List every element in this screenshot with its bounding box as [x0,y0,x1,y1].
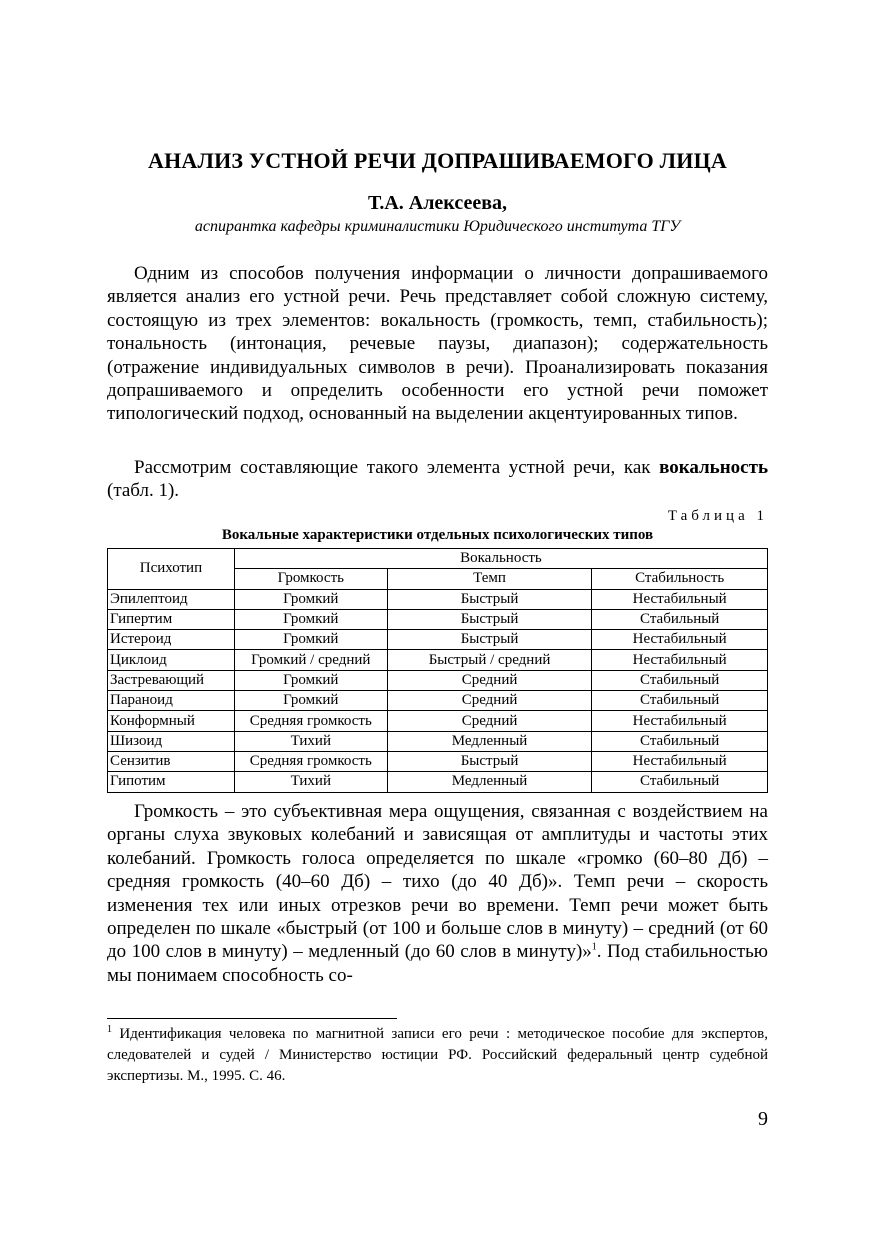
table-label: Таблица 1 [667,508,768,524]
cell-tempo: Быстрый [387,609,592,629]
cell-stability: Стабильный [592,609,768,629]
header-loudness: Громкость [234,569,387,589]
cell-tempo: Быстрый [387,751,592,771]
page-number: 9 [758,1108,768,1130]
cell-psychotype: Параноид [108,691,235,711]
cell-stability: Стабильный [592,670,768,690]
cell-loudness: Тихий [234,772,387,792]
header-tempo: Темп [387,569,592,589]
cell-loudness: Средняя громкость [234,711,387,731]
paragraph-table-ref-end: (табл. 1). [107,480,180,502]
cell-psychotype: Застревающий [108,670,235,690]
cell-tempo: Средний [387,691,592,711]
vocal-characteristics-table [107,548,768,793]
cell-tempo: Быстрый / средний [387,650,592,670]
cell-loudness: Громкий / средний [234,650,387,670]
cell-stability: Нестабильный [592,751,768,771]
cell-psychotype: Гипертим [108,609,235,629]
cell-loudness: Средняя громкость [234,751,387,771]
cell-stability: Нестабильный [592,589,768,609]
table-row [108,670,768,690]
cell-stability: Стабильный [592,731,768,751]
cell-tempo: Быстрый [387,630,592,650]
cell-psychotype: Конформный [108,711,235,731]
header-stability: Стабильность [592,569,768,589]
table-title: Вокальные характеристики отдельных психологических типов [221,527,654,543]
footnote-mark: 1 [107,1024,112,1035]
cell-tempo: Быстрый [387,589,592,609]
cell-psychotype: Эпилептоид [108,589,235,609]
table-row [108,772,768,792]
paragraph-table-ref [107,456,768,503]
cell-tempo: Средний [387,711,592,731]
cell-loudness: Тихий [234,731,387,751]
footnote-text: Идентификация человека по магнитной записи его речи : методическое пособие для экспертов, следователей и судей / Министерство юстиции РФ. Российский федеральный центр судебной экспертизы. М., 1995. С. 46. [107,1026,768,1084]
cell-loudness: Громкий [234,630,387,650]
footnote [107,1024,768,1087]
footnote-reference[interactable]: 1 [591,942,597,954]
article-title: АНАЛИЗ УСТНОЙ РЕЧИ ДОПРАШИВАЕМОГО ЛИЦА [148,148,727,173]
cell-tempo: Медленный [387,772,592,792]
table-row [108,731,768,751]
cell-psychotype: Гипотим [108,772,235,792]
header-psychotype: Психотип [108,549,235,590]
cell-psychotype: Истероид [108,630,235,650]
table-row [108,650,768,670]
cell-tempo: Средний [387,670,592,690]
table-row [108,751,768,771]
paragraph-table-ref-start: Рассмотрим составляющие такого элемента устной речи, как [134,457,660,478]
footnote-divider [107,1018,397,1019]
table-row [108,609,768,629]
cell-loudness: Громкий [234,589,387,609]
cell-loudness: Громкий [234,691,387,711]
cell-stability: Нестабильный [592,711,768,731]
author-name: Т.А. Алексеева, [367,192,508,214]
table-row [108,630,768,650]
table-header-row [108,549,768,569]
author-affiliation: аспирантка кафедры криминалистики Юридического института ТГУ [194,218,681,235]
paragraph-table-ref-bold: вокальность [659,457,768,478]
cell-stability: Стабильный [592,691,768,711]
paragraph-loudness-tempo-end: . Под стабильностью мы понимаем способность со- [107,941,768,986]
cell-loudness: Громкий [234,670,387,690]
header-vocality: Вокальность [234,549,767,569]
cell-loudness: Громкий [234,609,387,629]
table-row [108,589,768,609]
cell-stability: Нестабильный [592,650,768,670]
table-row [108,711,768,731]
paragraph-loudness-tempo-start: Громкость – это субъективная мера ощущения, связанная с воздействием на органы слуха звуковых колебаний и зависящая от амплитуды и частоты этих колебаний. Громкость голоса определяется по шкале «громко (60–80 Дб) – средняя громкость (40–60 Дб) – тихо (до 40 Дб)». Темп речи – скорость изменения тех или иных отрезков речи во времени. Темп речи может быть определен по шкале «быстрый (от 100 и больше слов в минуту) – средний (от 60 до 100 слов в минуту) – медленный (до 60 слов в минуту)» [107,801,768,963]
cell-psychotype: Циклоид [108,650,235,670]
cell-psychotype: Шизоид [108,731,235,751]
table-row [108,691,768,711]
cell-tempo: Медленный [387,731,592,751]
paragraph-intro: Одним из способов получения информации о личности допрашиваемого является анализ его устной речи. Речь представляет собой сложную систему, состоящую из трех элементов: вокальность (громкость, темп, стабильность); тональность (интонация, речевые паузы, диапазон); содержательность (отражение индивидуальных символов в речи). Проанализировать показания допрашиваемого и определить особенности его устной речи поможет типологический подход, основанный на выделении акцентуированных типов. [107,263,768,425]
cell-stability: Нестабильный [592,630,768,650]
paragraph-loudness-tempo [107,800,768,987]
cell-stability: Стабильный [592,772,768,792]
cell-psychotype: Сензитив [108,751,235,771]
